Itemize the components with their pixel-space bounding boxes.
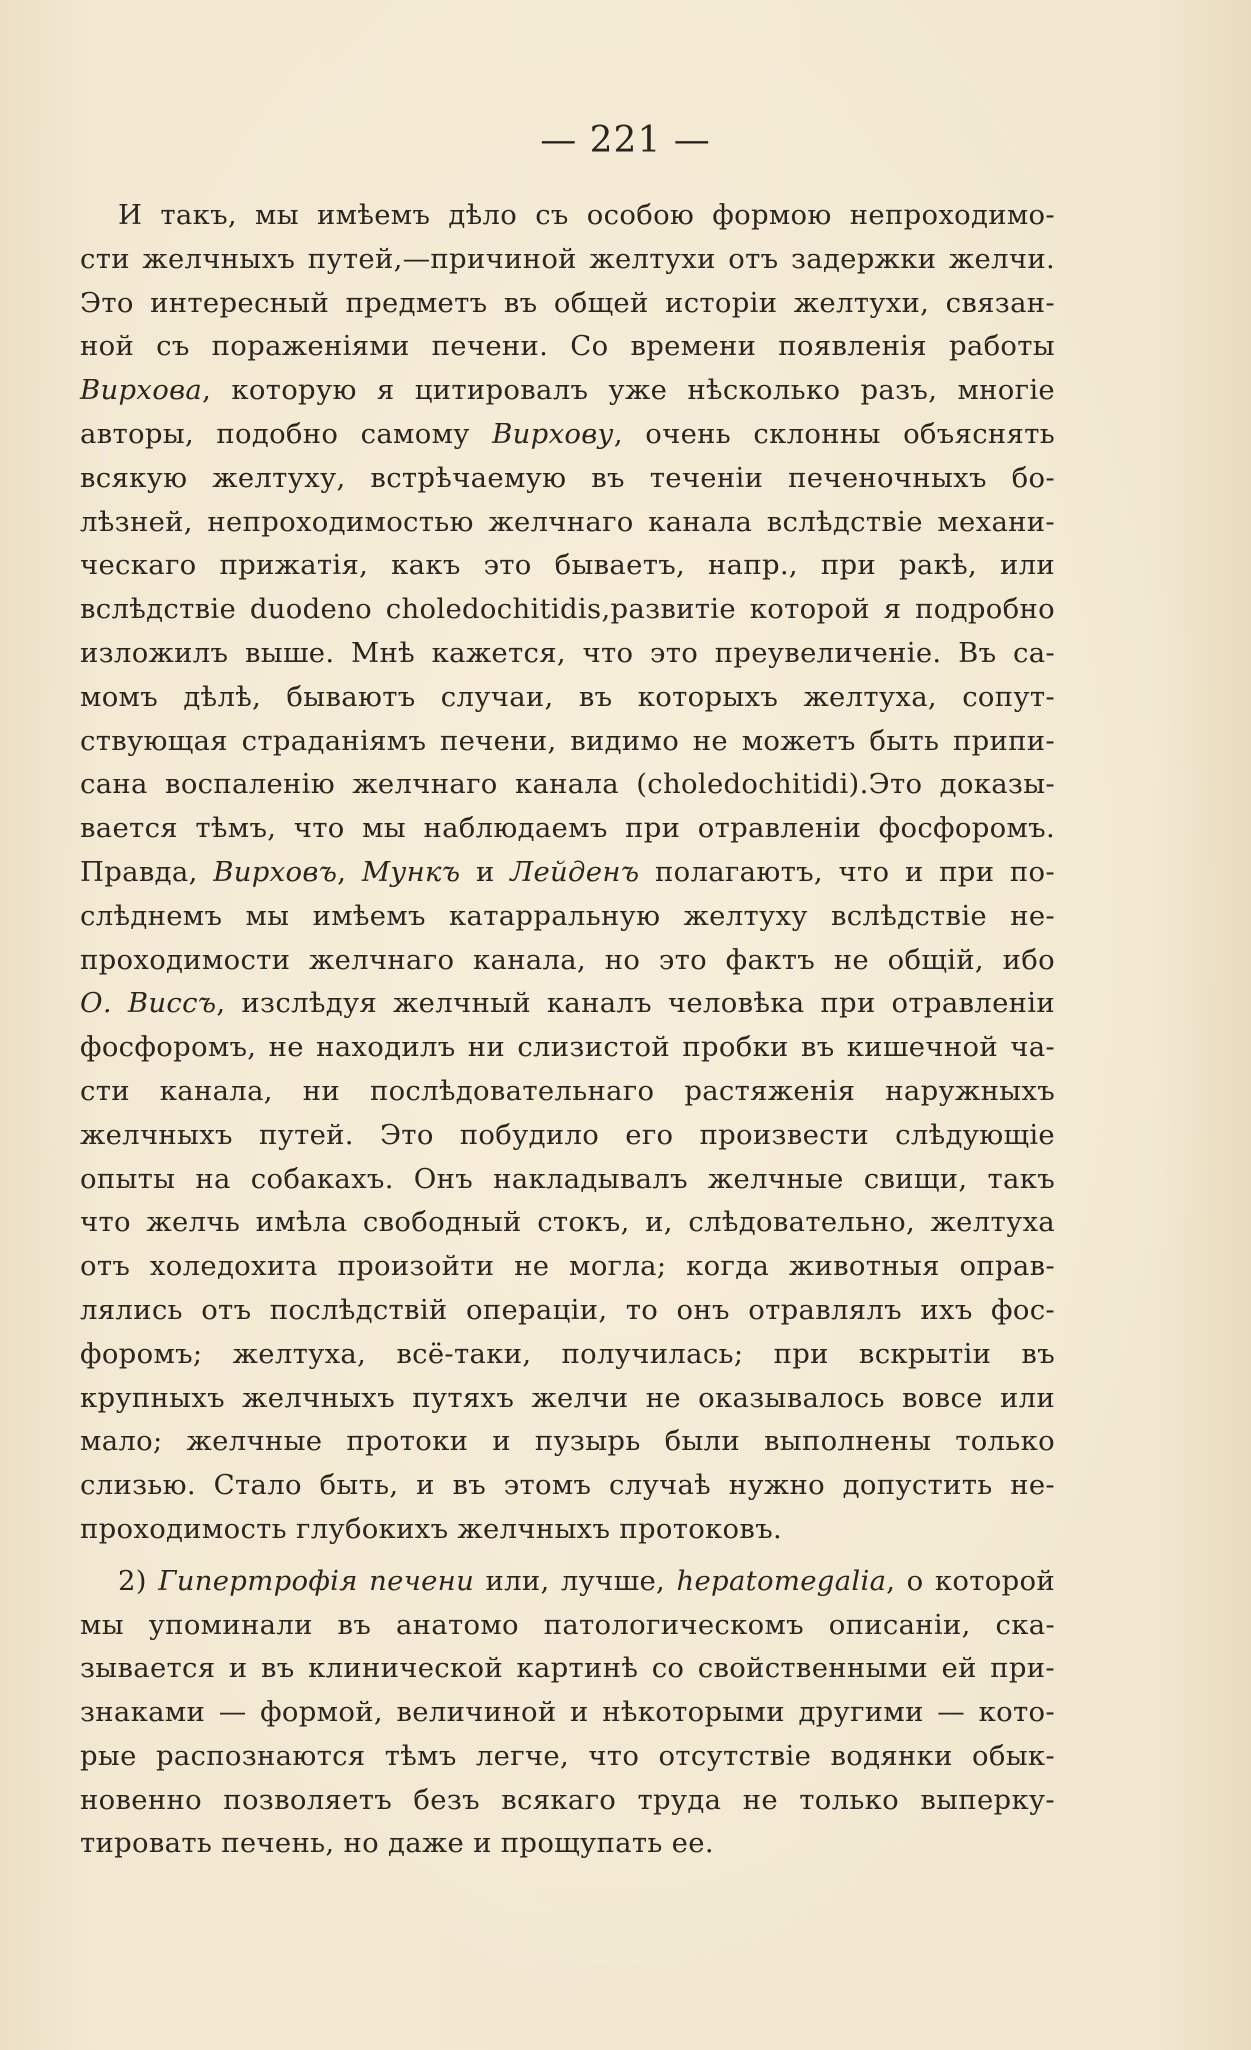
text-line: 2) Гипертрофія печени или, лучше, hepatomegalia, о которой bbox=[118, 1564, 1055, 1597]
author-name: Вирхова bbox=[80, 374, 203, 407]
body-text bbox=[80, 194, 1055, 1866]
text-line: крупныхъ желчныхъ путяхъ желчи не оказывалось вовсе или bbox=[80, 1381, 1055, 1414]
text-line: вается тѣмъ, что мы наблюдаемъ при отравленіи фосфоромъ. bbox=[80, 812, 1055, 845]
text-line: вслѣдствіе duodeno choledochitidis,развитіе которой я подробно bbox=[80, 593, 1055, 626]
section-term: Гипертрофія печени bbox=[158, 1564, 475, 1597]
text-line: слизью. Стало быть, и въ этомъ случаѣ нужно допустить не- bbox=[80, 1469, 1055, 1502]
text-line: фосфоромъ, не находилъ ни слизистой пробки въ кишечной ча- bbox=[80, 1031, 1055, 1064]
text-line: рые распознаются тѣмъ легче, что отсутствіе водянки обык- bbox=[80, 1739, 1055, 1772]
text-line: И такъ, мы имѣемъ дѣло съ особою формою непроходимо- bbox=[118, 199, 1055, 231]
text-line: желчныхъ путей. Это побудило его произвести слѣдующіе bbox=[80, 1118, 1055, 1151]
text-line: сти желчныхъ путей,—причиной желтухи отъ задержки желчи. bbox=[80, 242, 1055, 275]
text-line: авторы, подобно самому Вирхову, очень склонны объяснять bbox=[80, 417, 1055, 450]
text-line: мало; желчные протоки и пузырь были выполнены только bbox=[80, 1425, 1055, 1458]
text-line: ческаго прижатія, какъ это бываетъ, напр., при ракѣ, или bbox=[80, 549, 1055, 582]
text-line: лѣзней, непроходимостью желчнаго канала вслѣдствіе механи- bbox=[80, 505, 1055, 538]
text-line: момъ дѣлѣ, бываютъ случаи, въ которыхъ желтуха, сопут- bbox=[80, 680, 1055, 713]
text-line: проходимости желчнаго канала, но это фактъ не общій, ибо bbox=[80, 943, 1055, 976]
text-line: сана воспаленію желчнаго канала (choledochitidi).Это доказы- bbox=[80, 768, 1055, 801]
text-line: опыты на собакахъ. Онъ накладывалъ желчные свищи, такъ bbox=[80, 1162, 1055, 1195]
author-name: Вирховъ bbox=[213, 855, 338, 888]
author-name: О. Виссъ bbox=[80, 987, 217, 1020]
text-line: ствующая страданіямъ печени, видимо не можетъ быть припи- bbox=[80, 724, 1055, 757]
text-line: всякую желтуху, встрѣчаемую въ теченіи печеночныхъ бо- bbox=[80, 461, 1055, 494]
author-name: Лейденъ bbox=[510, 855, 640, 888]
author-name: Вирхову bbox=[492, 417, 614, 450]
text-line: форомъ; желтуха, всё-таки, получилась; при вскрытіи въ bbox=[80, 1337, 1055, 1370]
text-line: О. Виссъ, изслѣдуя желчный каналъ человѣка при отравленіи bbox=[80, 987, 1056, 1020]
author-name: Мункъ bbox=[361, 855, 461, 888]
latin-term: hepatomegalia bbox=[676, 1564, 887, 1597]
text-line: проходимость глубокихъ желчныхъ протоковъ. bbox=[80, 1512, 783, 1545]
text-line: слѣднемъ мы имѣемъ катарральную желтуху вслѣдствіе не- bbox=[80, 899, 1055, 932]
text-line: тировать печень, но даже и прощупать ее. bbox=[80, 1827, 714, 1860]
page-number: — 221 — bbox=[540, 120, 711, 161]
text-line: изложилъ выше. Мнѣ кажется, что это преувеличеніе. Въ са- bbox=[80, 636, 1055, 669]
text-line: мы упоминали въ анатомо патологическомъ описаніи, ска- bbox=[80, 1608, 1055, 1641]
text-line: Вирхова, которую я цитировалъ уже нѣсколько разъ, многіе bbox=[80, 374, 1055, 407]
text-line: что желчь имѣла свободный стокъ, и, слѣдовательно, желтуха bbox=[80, 1206, 1055, 1239]
text-line: зывается и въ клинической картинѣ со свойственными ей при- bbox=[80, 1652, 1055, 1685]
text-line: Это интересный предметъ въ общей исторіи желтухи, связан- bbox=[80, 286, 1055, 319]
text-line: Правда, Вирховъ, Мункъ и Лейденъ полагаютъ, что и при по- bbox=[80, 855, 1055, 888]
text-line: лялись отъ послѣдствій операціи, то онъ отравлялъ ихъ фос- bbox=[80, 1293, 1055, 1326]
text-line: новенно позволяетъ безъ всякаго труда не только выперку- bbox=[80, 1783, 1055, 1816]
text-line: ной съ пораженіями печени. Со времени появленія работы bbox=[80, 330, 1055, 363]
text-line: знаками — формой, величиной и нѣкоторыми другими — кото- bbox=[80, 1696, 1055, 1729]
text-line: отъ холедохита произойти не могла; когда животныя оправ- bbox=[80, 1250, 1055, 1283]
text-line: сти канала, ни послѣдовательнаго растяженія наружныхъ bbox=[80, 1074, 1055, 1107]
